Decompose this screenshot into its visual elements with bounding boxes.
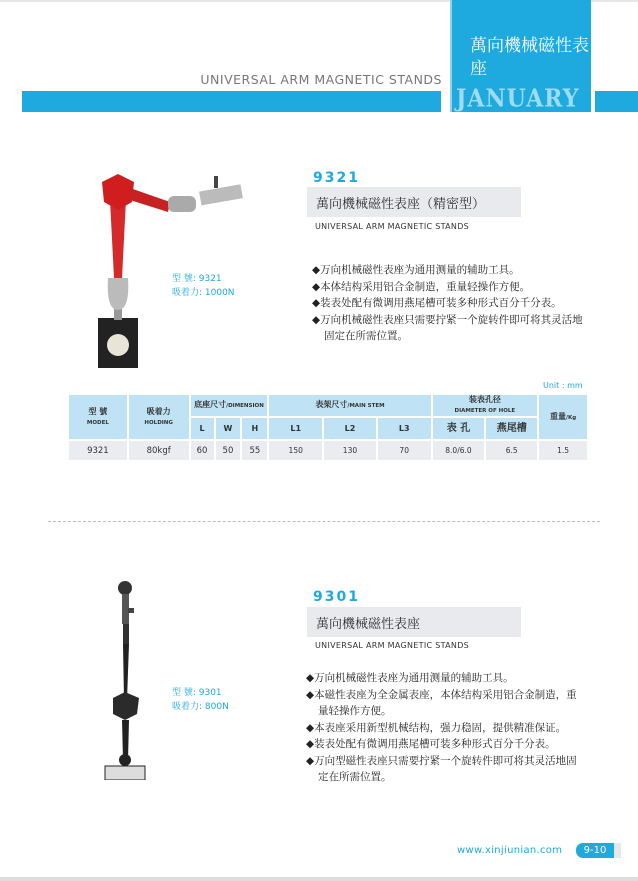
header-month: JANUARY — [456, 84, 580, 114]
product-label — [172, 686, 229, 714]
product-name: 萬向機械磁性表座 — [307, 607, 521, 637]
model-number: 9301 — [313, 589, 360, 605]
spec-table — [67, 393, 589, 462]
feature-item: ◆装表处配有微调用燕尾槽可装多种形式百分千分表。 — [306, 738, 556, 750]
page-tab — [614, 843, 621, 858]
label-force: 吸着力: 800N — [172, 702, 229, 712]
feature-item: ◆本表座采用新型机械结构，强力稳固，提供精准保证。 — [306, 721, 567, 734]
th-main-stem: 表架尺寸/MAIN STEM — [268, 394, 431, 417]
feature-item: ◆万向机械磁性表座为通用测量的辅助工具。 — [306, 672, 514, 684]
table-row: 9321 80kgf 60 50 55 150 130 70 8.0/6.0 6.5 1.5 — [68, 440, 588, 461]
th-hole: 装表孔径 DIAMETER OF HOLE — [432, 394, 539, 417]
th-dimension: 底座尺寸/DIMENSION — [190, 394, 269, 417]
product-english-name: UNIVERSAL ARM MAGNETIC STANDS — [315, 641, 470, 650]
product-image-9301 — [95, 580, 165, 780]
product-label — [172, 272, 235, 300]
model-number: 9321 — [313, 170, 360, 186]
header-bar-right — [595, 91, 638, 112]
header-bar — [22, 91, 441, 112]
feature-item: ◆装表处配有微调用燕尾槽可装多种形式百分千分表。 — [312, 297, 562, 309]
feature-item: ◆本磁性表座为全金属表座，本体结构采用铝合金制造，重量轻操作方便。 — [306, 688, 577, 717]
product-name: 萬向機械磁性表座（精密型） — [307, 187, 521, 217]
feature-item: ◆本体结构采用铝合金制造，重量轻操作方便。 — [312, 280, 531, 293]
header-title: 萬向機械磁性表座 — [470, 36, 589, 79]
bottom-border — [0, 877, 638, 881]
feature-item: ◆万向机械磁性表座只需要拧紧一个旋转件即可将其灵活地固定在所需位置。 — [312, 313, 583, 342]
th-l2: L2 — [323, 417, 377, 440]
th-hole1: 表 孔 — [432, 417, 486, 440]
header-title-box — [450, 0, 591, 112]
product-english-name: UNIVERSAL ARM MAGNETIC STANDS — [315, 222, 470, 231]
section-divider — [48, 521, 600, 522]
feature-item: ◆万向型磁性表座只需要拧紧一个旋转件即可将其灵活地固定在所需位置。 — [306, 754, 577, 783]
website-link[interactable]: www.xinjiunian.com — [457, 845, 563, 856]
product-image-9321 — [90, 170, 250, 370]
feature-list — [312, 262, 587, 345]
th-l1: L1 — [268, 417, 323, 440]
th-weight: 重量/Kg — [538, 394, 588, 440]
unit-label: Unit : mm — [543, 381, 583, 390]
th-l: L — [190, 417, 215, 440]
label-model: 型 號: 9301 — [172, 688, 222, 698]
page-number: 9-10 — [576, 843, 614, 858]
th-holding: 吸着力 HOLDING — [128, 394, 190, 440]
th-hole2: 燕尾槽 — [485, 417, 538, 440]
header-english-title: UNIVERSAL ARM MAGNETIC STANDS — [200, 72, 442, 87]
feature-item: ◆万向机械磁性表座为通用测量的辅助工具。 — [312, 264, 520, 276]
th-l3: L3 — [377, 417, 432, 440]
feature-list — [306, 670, 581, 786]
label-model: 型 號: 9321 — [172, 274, 222, 284]
th-h: H — [241, 417, 268, 440]
th-model: 型 號 MODEL — [68, 394, 128, 440]
th-w: W — [215, 417, 242, 440]
label-force: 吸着力: 1000N — [172, 288, 235, 298]
